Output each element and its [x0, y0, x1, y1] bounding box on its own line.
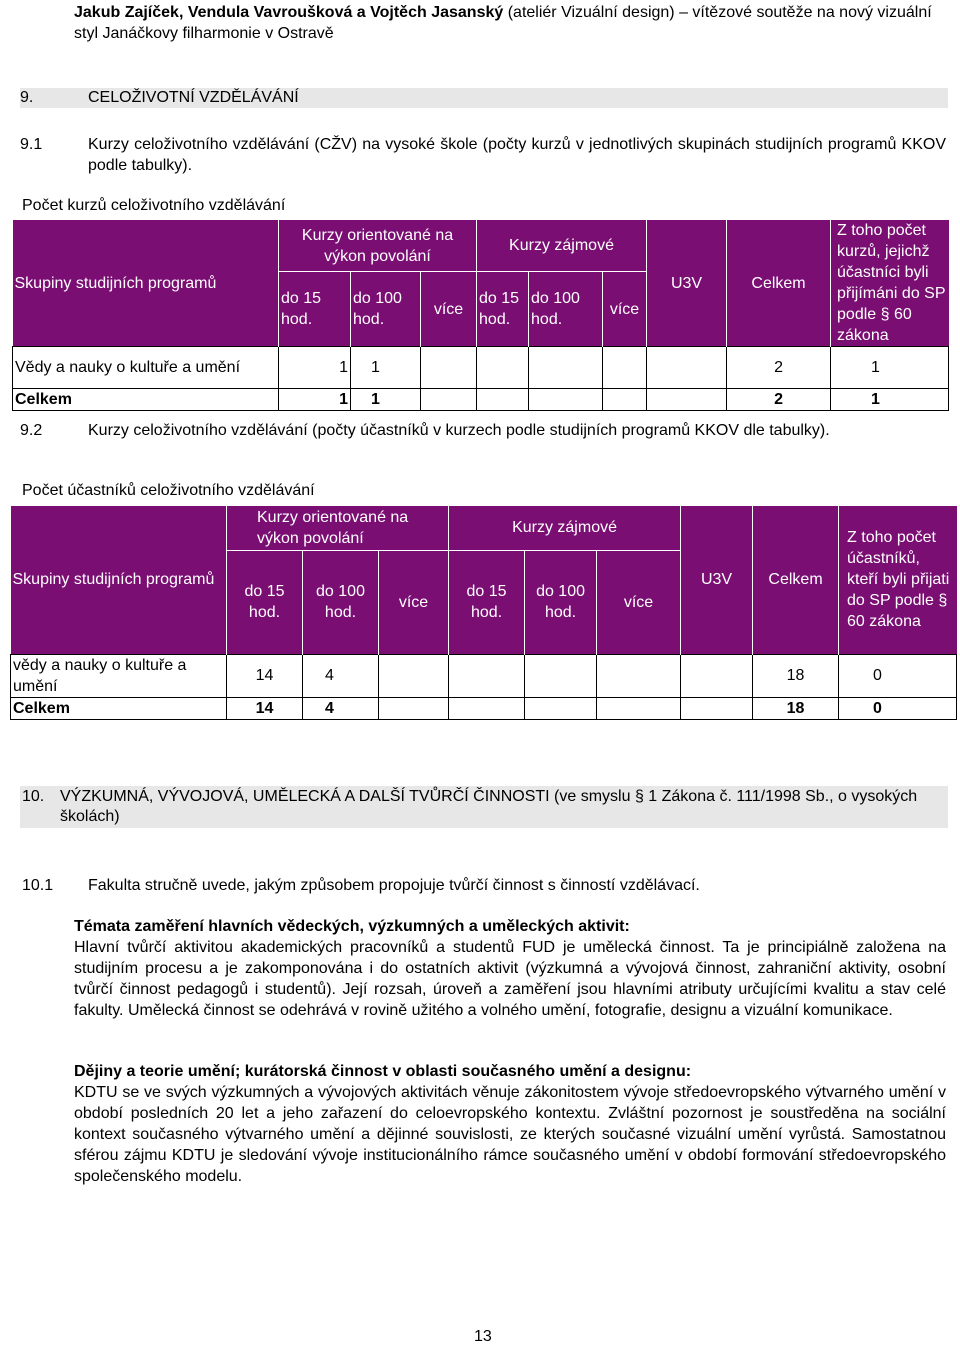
document-header: [74, 2, 940, 44]
s101-text: Fakulta stručně uvede, jakým způsobem propojuje tvůrčí činnost s činností vzdělávací.: [88, 877, 700, 894]
table2-row-label: vědy a nauky o kultuře a umění: [11, 654, 227, 697]
table2-h-do100-z: do 100 hod.: [525, 550, 597, 654]
table1-h-zajm: Kurzy zájmové: [477, 220, 647, 272]
table-cell: 1: [279, 389, 351, 411]
section-10-bar: [20, 786, 948, 828]
table2: [10, 506, 957, 720]
table1-h-groups: Skupiny studijních programů: [13, 220, 279, 347]
block2-heading: Dějiny a teorie umění; kurátorská činnost v oblasti současného umění a designu:: [74, 1063, 692, 1080]
table-cell: 1: [351, 389, 421, 411]
s91-text: Kurzy celoživotního vzdělávání (CŽV) na vysoké škole (počty kurzů v jednotlivých skupinách studijních programů KKOV podle tabulky).: [88, 136, 946, 174]
table-cell: [647, 389, 727, 411]
table-row: [11, 654, 957, 697]
table-row: [13, 389, 949, 411]
table-cell: 4: [303, 697, 379, 719]
s92-number: 9.2: [20, 422, 43, 439]
table1-h-orient: Kurzy orientované na výkon povolání: [279, 220, 477, 272]
section-9-title: CELOŽIVOTNÍ VZDĚLÁVÁNÍ: [88, 89, 299, 106]
table-row: [13, 347, 949, 389]
table-cell: [379, 654, 449, 697]
table-cell: [681, 697, 753, 719]
table-cell: 2: [727, 389, 831, 411]
table2-total-label: Celkem: [11, 697, 227, 719]
header-authors: Jakub Zajíček, Vendula Vavroušková a Vojtěch Jasanský: [74, 4, 504, 21]
table1-h-celkem: Celkem: [727, 220, 831, 347]
table-cell: 1: [351, 347, 421, 389]
table-cell: [597, 697, 681, 719]
table-cell: [681, 654, 753, 697]
table-row: [11, 697, 957, 719]
table-cell: 1: [279, 347, 351, 389]
table2-h-orient: Kurzy orientované na výkon povolání: [227, 506, 449, 550]
table-cell: [421, 389, 477, 411]
table2-h-groups: Skupiny studijních programů: [11, 506, 227, 654]
block2-text: KDTU se ve svých výzkumných a vývojových aktivitách věnuje zákonitostem vývoje středoevropského výtvarného umění v období posledních 20 let a jeho zařazení do celoevropského kontextu. Zvláštní pozornost je soustředěna na sociální kontext současného výtvarného umění a dějinné souvislosti, ze kterých současné vizuální umění vyrůstá. Samostatnou sférou zájmu KDTU je sledování vývoje institucionálního rámce současného umění v období formování středoevropského společenského modelu.: [74, 1084, 946, 1185]
section-9-bar: [20, 88, 948, 108]
table2-h-zajm: Kurzy zájmové: [449, 506, 681, 550]
section-9-number: 9.: [20, 89, 34, 106]
table-cell: [449, 654, 525, 697]
table-cell: 14: [227, 654, 303, 697]
table-cell: [525, 697, 597, 719]
table2-h-ztoho: Z toho počet účastníků, kteří byli přijati do SP podle § 60 zákona: [839, 506, 957, 654]
table1-h-do15: do 15 hod.: [279, 272, 351, 347]
header-rest: (ateliér Vizuální design) – vítězové soutěže na nový vizuální styl Janáčkovy filharmonie v Ostravě: [74, 4, 932, 42]
table-cell: 1: [831, 389, 949, 411]
table1-total-label: Celkem: [13, 389, 279, 411]
table1-h-do100-z: do 100 hod.: [529, 272, 603, 347]
table-cell: [477, 347, 529, 389]
s91-number: 9.1: [20, 136, 43, 153]
table-cell: [603, 389, 647, 411]
table2-caption: Počet účastníků celoživotního vzdělávání: [22, 482, 315, 499]
table-cell: [529, 347, 603, 389]
page-number: 13: [474, 1328, 492, 1345]
table-cell: [597, 654, 681, 697]
table-cell: [449, 697, 525, 719]
table-cell: [525, 654, 597, 697]
block1-text: Hlavní tvůrčí aktivitou akademických pracovníků a studentů FUD je umělecká činnost. Ta je principiálně založena na studijním procesu a je zakomponována i do ostatních aktivit (výzkumná a vývojová činnost, zahraniční aktivity, osobní tvůrčí činnost pedagogů i studentů). Její rozsah, úroveň a zaměření jsou hlavními atributy určujícími kvalitu a stav celé fakulty. Umělecká činnost se odehrává v rovině užitého a volného umění, fotografie, designu a vizuální komunikace.: [74, 939, 946, 1019]
table2-h-vice: více: [379, 550, 449, 654]
table1-row-label: Vědy a nauky o kultuře a umění: [13, 347, 279, 389]
table-cell: [477, 389, 529, 411]
table2-h-celkem: Celkem: [753, 506, 839, 654]
table2-h-u3v: U3V: [681, 506, 753, 654]
table1-h-u3v: U3V: [647, 220, 727, 347]
table1-h-do15-z: do 15 hod.: [477, 272, 529, 347]
table1-h-ztoho: Z toho počet kurzů, jejichž účastníci byli přijímáni do SP podle § 60 zákona: [831, 220, 949, 347]
table-cell: 18: [753, 654, 839, 697]
table-cell: [379, 697, 449, 719]
table2-h-do100: do 100 hod.: [303, 550, 379, 654]
s92-text: Kurzy celoživotního vzdělávání (počty účastníků v kurzech podle studijních programů KKOV dle tabulky).: [88, 422, 830, 439]
table-cell: [647, 347, 727, 389]
table2-h-vice-z: více: [597, 550, 681, 654]
table2-h-do15: do 15 hod.: [227, 550, 303, 654]
table1-caption: Počet kurzů celoživotního vzdělávání: [22, 197, 286, 214]
table-cell: 18: [753, 697, 839, 719]
section-10-number: 10.: [22, 788, 45, 805]
table1: [12, 220, 949, 411]
table-cell: 2: [727, 347, 831, 389]
table-cell: 1: [831, 347, 949, 389]
table1-h-vice-z: více: [603, 272, 647, 347]
block1-heading: Témata zaměření hlavních vědeckých, výzkumných a uměleckých aktivit:: [74, 918, 630, 935]
table-cell: 14: [227, 697, 303, 719]
table-cell: 0: [839, 697, 957, 719]
s101-number: 10.1: [22, 877, 54, 894]
table1-h-vice: více: [421, 272, 477, 347]
table-cell: [529, 389, 603, 411]
table-cell: [603, 347, 647, 389]
table-cell: 0: [839, 654, 957, 697]
section-10-title: VÝZKUMNÁ, VÝVOJOVÁ, UMĚLECKÁ A DALŠÍ TVŮRČÍ ČINNOSTI (ve smyslu § 1 Zákona č. 111/1998 Sb., o vysokých školách): [60, 788, 918, 825]
table1-h-do100: do 100 hod.: [351, 272, 421, 347]
table-cell: [421, 347, 477, 389]
table-cell: 4: [303, 654, 379, 697]
table2-h-do15-z: do 15 hod.: [449, 550, 525, 654]
